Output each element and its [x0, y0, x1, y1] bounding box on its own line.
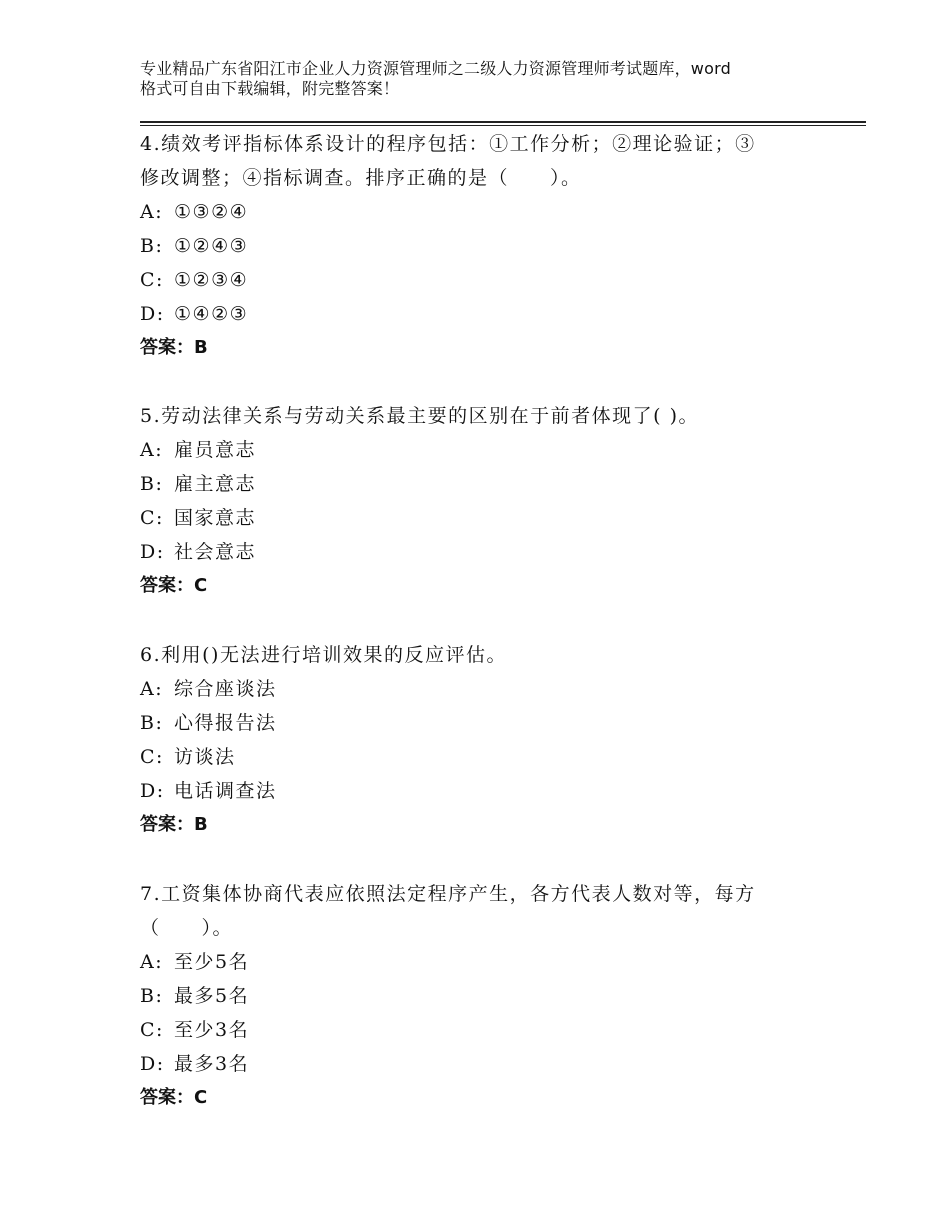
- answer-label: 答案：C: [140, 575, 208, 596]
- option-text: ①④②③: [174, 303, 249, 325]
- option-b: [140, 706, 860, 740]
- question-4: [140, 127, 860, 365]
- option-c: [140, 501, 860, 535]
- option-letter: A:: [140, 201, 164, 223]
- question-stem: 7.工资集体协商代表应依照法定程序产生，各方代表人数对等，每方: [140, 883, 756, 905]
- option-letter: B:: [140, 712, 164, 734]
- question-5: [140, 399, 860, 603]
- option-letter: A:: [140, 678, 164, 700]
- question-stem-continued: 修改调整；④指标调查。排序正确的是（ ）。: [140, 167, 582, 189]
- option-text: ①②④③: [174, 235, 249, 257]
- option-text: 至少3名: [174, 1019, 250, 1041]
- option-text: 社会意志: [174, 541, 257, 563]
- option-text: ①②③④: [174, 269, 249, 291]
- question-stem: 6.利用()无法进行培训效果的反应评估。: [140, 644, 507, 666]
- option-d: [140, 297, 860, 331]
- option-letter: B:: [140, 473, 164, 495]
- option-letter: C:: [140, 269, 164, 291]
- answer-label: 答案：B: [140, 337, 208, 358]
- option-b: [140, 979, 860, 1013]
- option-letter: D:: [140, 1053, 165, 1075]
- option-text: 电话调查法: [174, 780, 277, 802]
- question-6: [140, 638, 860, 842]
- option-letter: D:: [140, 303, 165, 325]
- option-text: 雇主意志: [174, 473, 257, 495]
- option-a: [140, 195, 860, 229]
- option-b: [140, 467, 860, 501]
- question-stem-continued: （ ）。: [140, 917, 234, 939]
- option-text: ①③②④: [174, 201, 249, 223]
- document-header: [140, 59, 840, 99]
- option-letter: A:: [140, 439, 164, 461]
- option-text: 至少5名: [174, 951, 250, 973]
- option-d: [140, 774, 860, 808]
- option-a: [140, 945, 860, 979]
- option-text: 心得报告法: [174, 712, 277, 734]
- header-divider-thick: [140, 121, 866, 123]
- option-text: 综合座谈法: [174, 678, 277, 700]
- option-letter: D:: [140, 541, 165, 563]
- option-text: 雇员意志: [174, 439, 257, 461]
- option-letter: C:: [140, 746, 164, 768]
- option-c: [140, 740, 860, 774]
- option-text: 访谈法: [174, 746, 236, 768]
- header-line-1: 专业精品广东省阳江市企业人力资源管理师之二级人力资源管理师考试题库，word: [140, 59, 731, 78]
- option-c: [140, 263, 860, 297]
- option-text: 最多5名: [174, 985, 250, 1007]
- question-7: [140, 877, 860, 1115]
- option-d: [140, 1047, 860, 1081]
- question-stem: 5.劳动法律关系与劳动关系最主要的区别在于前者体现了( )。: [140, 405, 699, 427]
- header-line-2: 格式可自由下载编辑，附完整答案！: [140, 79, 400, 98]
- option-letter: B:: [140, 235, 164, 257]
- option-d: [140, 535, 860, 569]
- option-a: [140, 672, 860, 706]
- header-divider-thin: [140, 125, 866, 126]
- option-c: [140, 1013, 860, 1047]
- option-text: 最多3名: [174, 1053, 250, 1075]
- answer-label: 答案：B: [140, 814, 208, 835]
- option-letter: D:: [140, 780, 165, 802]
- option-letter: C:: [140, 1019, 164, 1041]
- option-text: 国家意志: [174, 507, 257, 529]
- option-letter: C:: [140, 507, 164, 529]
- answer-label: 答案：C: [140, 1087, 208, 1108]
- question-stem: 4.绩效考评指标体系设计的程序包括：①工作分析；②理论验证；③: [140, 133, 756, 155]
- option-a: [140, 433, 860, 467]
- option-b: [140, 229, 860, 263]
- option-letter: B:: [140, 985, 164, 1007]
- option-letter: A:: [140, 951, 164, 973]
